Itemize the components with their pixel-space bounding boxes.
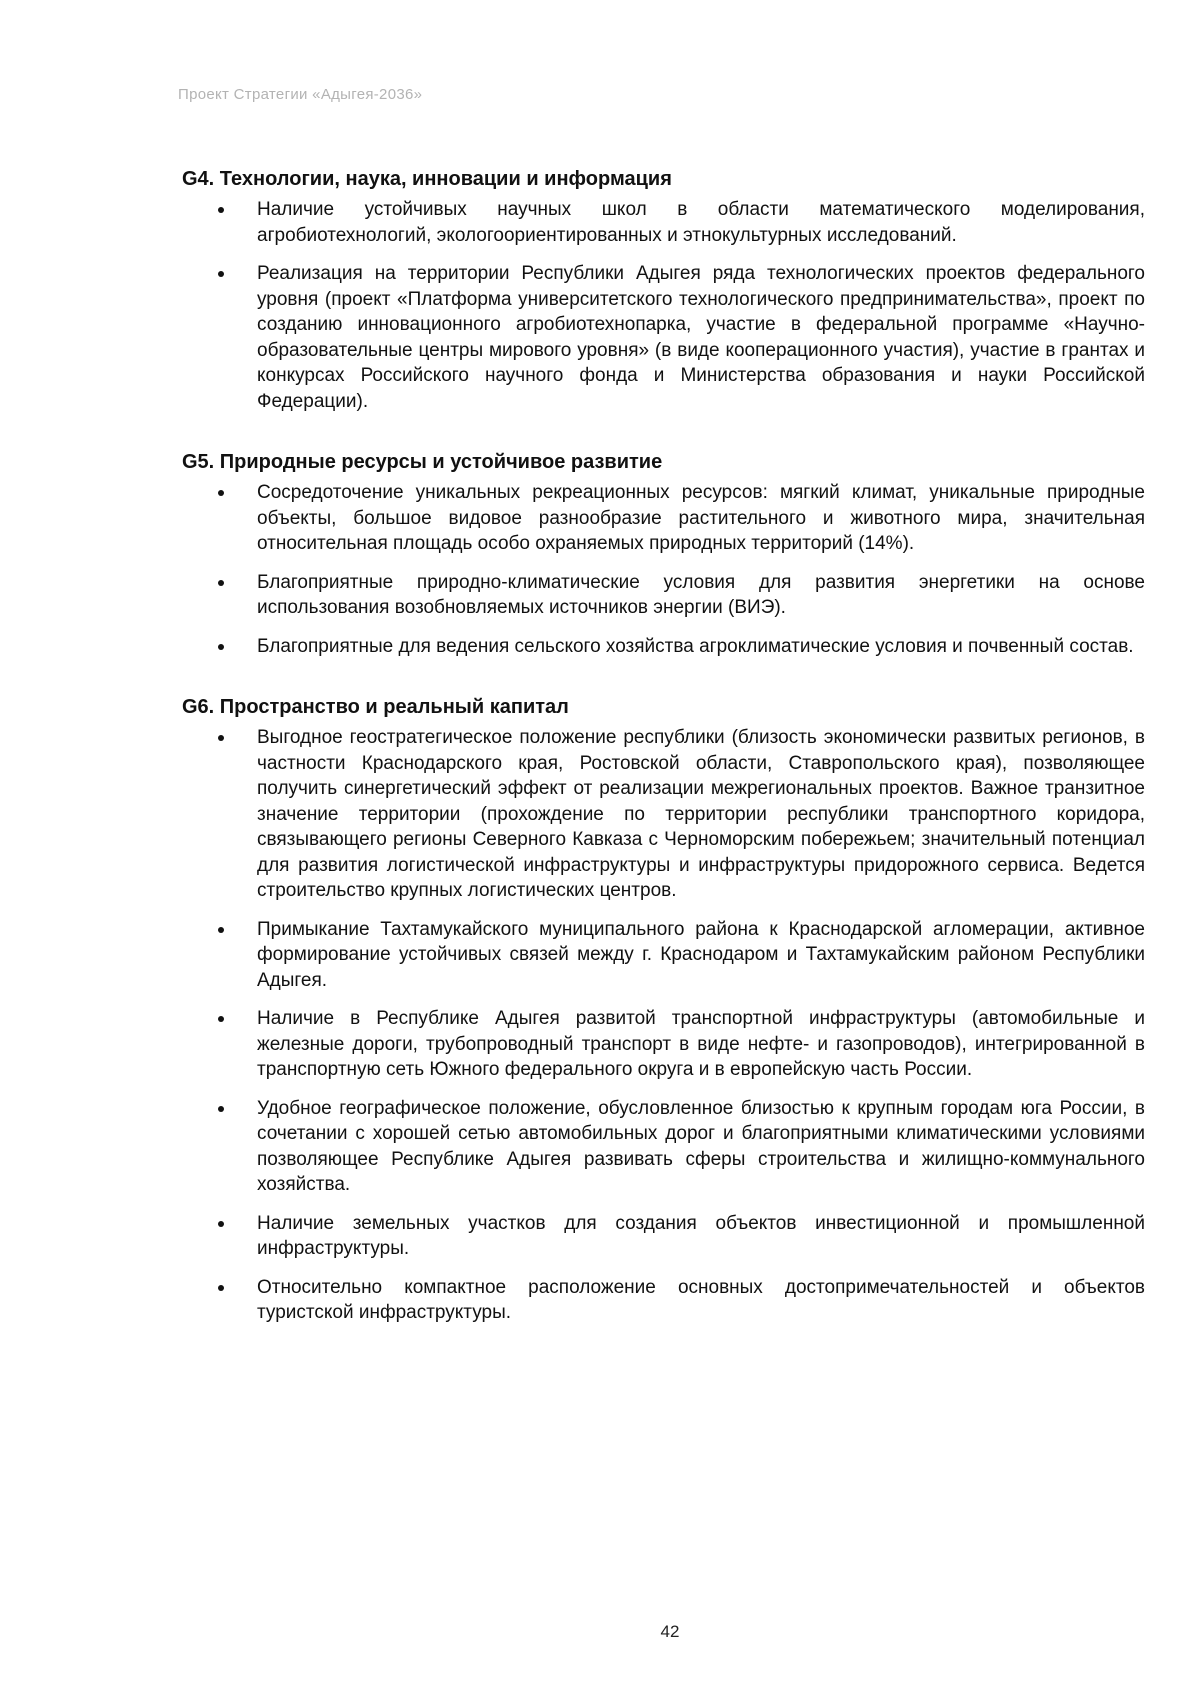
list-item-text: Благоприятные для ведения сельского хозяйства агроклиматические условия и почвенный состав. xyxy=(257,635,1134,657)
list-item xyxy=(182,725,1145,904)
list-item-text: Наличие земельных участков для создания объектов инвестиционной и промышленной инфраструктуры. xyxy=(257,1212,1145,1259)
section-g4 xyxy=(182,166,1145,414)
list-item-text: Удобное географическое положение, обусловленное близостью к крупным городам юга России, в сочетании с хорошей сетью автомобильных дорог и благоприятными климатическими условиями позволяющее Республике Адыгея развивать сферы строительства и жилищно-коммунального хозяйства. xyxy=(257,1097,1145,1195)
list-item-text: Благоприятные природно-климатические условия для развития энергетики на основе использования возобновляемых источников энергии (ВИЭ). xyxy=(257,571,1145,618)
bullet-icon xyxy=(218,1106,224,1112)
list-item xyxy=(182,1006,1145,1083)
bullet-icon xyxy=(218,1016,224,1022)
list-item-text: Наличие устойчивых научных школ в области математического моделирования, агробиотехнологий, экологоориентированных и этнокультурных исследований. xyxy=(257,199,1145,246)
section-title: G4. Технологии, наука, инновации и информация xyxy=(182,168,672,190)
bullet-list xyxy=(182,725,1145,1326)
section-title: G5. Природные ресурсы и устойчивое развитие xyxy=(182,451,663,473)
bullet-icon xyxy=(218,927,224,933)
list-item xyxy=(182,261,1145,414)
bullet-icon xyxy=(218,490,224,496)
document-body xyxy=(182,166,1145,1361)
section-g6 xyxy=(182,694,1145,1326)
list-item xyxy=(182,480,1145,557)
list-item-text: Примыкание Тахтамукайского муниципального района к Краснодарской агломерации, активное формирование устойчивых связей между г. Краснодаром и Тахтамукайским районом Республики Адыгея. xyxy=(257,918,1145,991)
bullet-list xyxy=(182,197,1145,414)
list-item xyxy=(182,1275,1145,1326)
page-number: 42 xyxy=(660,1622,680,1641)
list-item xyxy=(182,570,1145,621)
bullet-icon xyxy=(218,1221,224,1227)
bullet-icon xyxy=(218,580,224,586)
list-item-text: Реализация на территории Республики Адыгея ряда технологических проектов федерального уровня (проект «Платформа университетского технологического предпринимательства», проект по созданию инновационного агробиотехнопарка, участие в федеральной программе «Научно-образовательные центры мирового уровня» (в виде кооперационного участия), участие в грантах и конкурсах Российского научного фонда и Министерства образования и науки Российской Федерации). xyxy=(257,263,1145,412)
list-item xyxy=(182,197,1145,248)
bullet-icon xyxy=(218,271,224,277)
bullet-icon xyxy=(218,735,224,741)
list-item xyxy=(182,1096,1145,1198)
bullet-icon xyxy=(218,1285,224,1291)
list-item-text: Наличие в Республике Адыгея развитой транспортной инфраструктуры (автомобильные и железные дороги, трубопроводный транспорт в виде нефте- и газопроводов), интегрированной в транспортную сеть Южного федерального округа и в европейскую часть России. xyxy=(257,1008,1145,1080)
bullet-icon xyxy=(218,644,224,650)
section-title: G6. Пространство и реальный капитал xyxy=(182,696,569,718)
list-item-text: Относительно компактное расположение основных достопримечательностей и объектов туристской инфраструктуры. xyxy=(257,1276,1145,1323)
section-g5 xyxy=(182,449,1145,659)
running-header: Проект Стратегии «Адыгея-2036» xyxy=(178,86,423,103)
bullet-list xyxy=(182,480,1145,659)
list-item-text: Выгодное геостратегическое положение республики (близость экономически развитых регионов, в частности Краснодарского края, Ростовской области, Ставропольского края), позволяющее получить синергетический эффект от реализации межрегиональных проектов. Важное транзитное значение территории (прохождение по территории республики транспортного коридора, связывающего регионы Северного Кавказа с Черноморским побережьем; значительный потенциал для развития логистической инфраструктуры и инфраструктуры придорожного сервиса. Ведется строительство крупных логистических центров. xyxy=(257,727,1145,901)
list-item xyxy=(182,1211,1145,1262)
bullet-icon xyxy=(218,207,224,213)
list-item-text: Сосредоточение уникальных рекреационных ресурсов: мягкий климат, уникальные природные объекты, большое видовое разнообразие растительного и животного мира, значительная относительная площадь особо охраняемых природных территорий (14%). xyxy=(257,482,1145,554)
list-item xyxy=(182,634,1145,660)
list-item xyxy=(182,917,1145,994)
